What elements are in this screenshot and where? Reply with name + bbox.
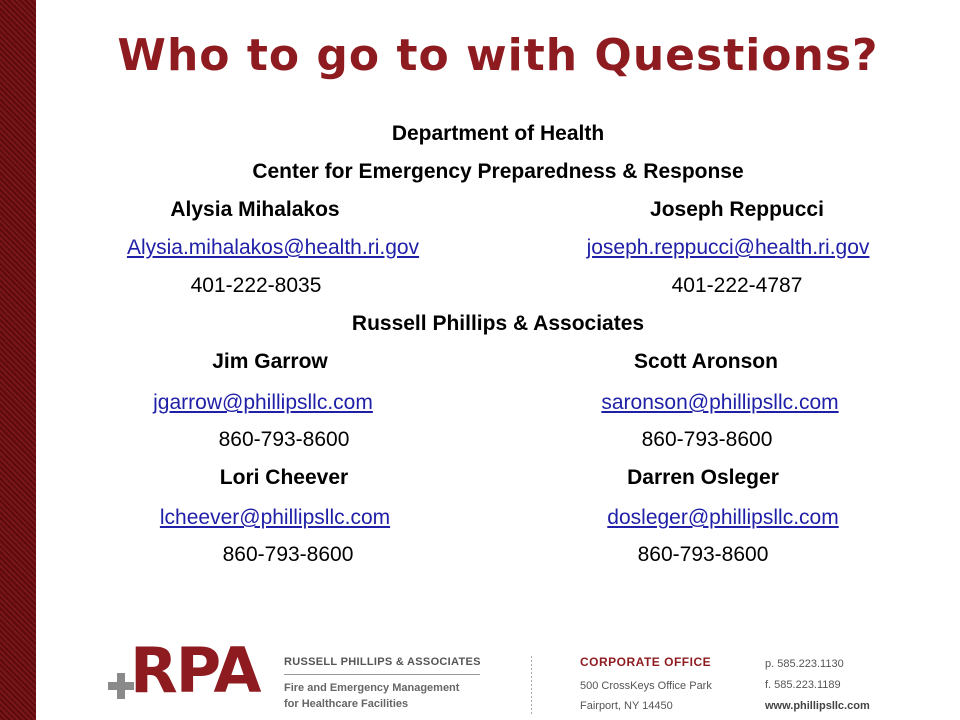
footer-company-name: RUSSELL PHILLIPS & ASSOCIATES [284,656,481,668]
contact-phone: 401-222-4787 [671,274,803,297]
slide-title: Who to go to with Questions? [117,30,879,81]
contact-name: Scott Aronson [634,350,778,373]
footer-tagline-1: Fire and Emergency Management [284,682,460,694]
contact-email-link[interactable]: joseph.reppucci@health.ri.gov [586,236,870,259]
contact-email-link[interactable]: jgarrow@phillipsllc.com [153,391,373,414]
decorative-sidebar [0,0,36,720]
rpa-org-heading: Russell Phillips & Associates [351,312,645,335]
footer-office-label: CORPORATE OFFICE [580,655,712,669]
contact-name: Darren Osleger [627,466,779,489]
contact-phone: 860-793-8600 [222,543,354,566]
rpa-logo: RPA [130,634,260,707]
contact-email-link[interactable]: saronson@phillipsllc.com [601,391,839,414]
contact-name: Lori Cheever [219,466,349,489]
footer-divider [284,674,480,675]
contact-name: Joseph Reppucci [650,198,824,221]
contact-email-link[interactable]: Alysia.mihalakos@health.ri.gov [126,236,420,259]
doh-org-heading: Department of Health [391,122,605,145]
contact-name: Jim Garrow [212,350,328,373]
footer-phone: p. 585.223.1130 [765,658,844,670]
contact-phone: 401-222-8035 [190,274,322,297]
contact-phone: 860-793-8600 [637,543,769,566]
contact-email-link[interactable]: lcheever@phillipsllc.com [159,506,391,529]
doh-center-heading: Center for Emergency Preparedness & Response [252,160,744,183]
footer-address-line-1: 500 CrossKeys Office Park [580,680,712,692]
footer-separator [531,656,532,714]
contact-email-link[interactable]: dosleger@phillipsllc.com [607,506,839,529]
contact-phone: 860-793-8600 [641,428,773,451]
footer-fax: f. 585.223.1189 [765,679,841,691]
contact-name: Alysia Mihalakos [170,198,340,221]
footer-address-line-2: Fairport, NY 14450 [580,700,673,712]
contact-phone: 860-793-8600 [218,428,350,451]
footer-tagline-2: for Healthcare Facilities [284,698,409,710]
footer-website-link[interactable]: www.phillipsllc.com [765,700,870,712]
